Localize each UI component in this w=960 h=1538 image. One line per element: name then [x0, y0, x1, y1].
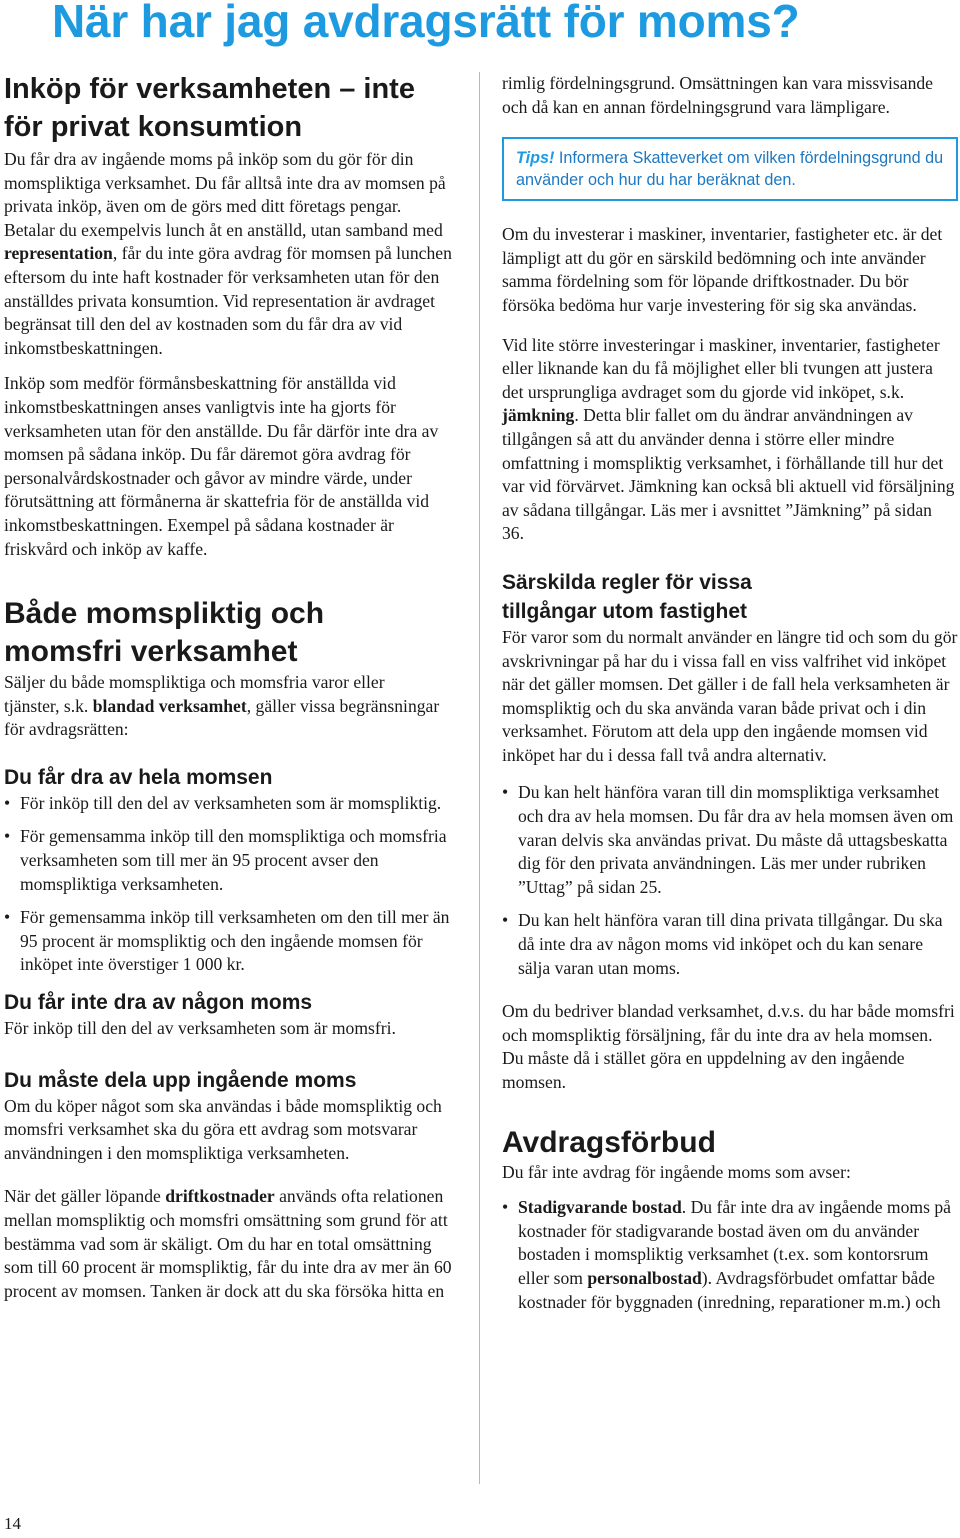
paragraph-investera: Om du investerar i maskiner, inventarier, fastigheter etc. är det lämpligt att du gör en särskild bedömning och inte använder samma fördelning som för löpande driftkostnader. Du bör försöka bedöma hur varje investering för sig ska användas.	[502, 224, 943, 315]
tips-box	[502, 137, 958, 201]
list-item: • För gemensamma inköp till den momspliktiga och momsfria verksamheten som till mer än 95 procent avser den momspliktiga verksamheten.	[4, 825, 456, 896]
paragraph-dela-upp: Om du köper något som ska användas i både momspliktig och momsfri verksamhet ska du göra ett avdrag som motsvarar användningen i den momspliktiga verksamheten.	[4, 1095, 442, 1163]
paragraph-inkop: Du får dra av ingående moms på inköp som du gör för din momspliktiga verksamhet. Du får alltså inte dra av momsen på privata inköp, även om de görs med ditt företags pengar. Betalar du exempelvis lunch åt en anställd, utan samband med representation, får du inte göra avdrag för momsen på lunchen eftersom du inte haft kostnader för verksamheten utan för den anställdes privata konsumtion. Vid representation är avdraget begränsat till den del av kostnaden som du får dra av vid inkomstbeskattningen.	[4, 149, 452, 358]
term-blandad-verksamhet: blandad verksamhet	[92, 695, 247, 716]
page-number: 14	[4, 1514, 21, 1533]
paragraph-ingen-moms: För inköp till den del av verksamheten som är momsfri.	[4, 1018, 396, 1039]
list-item: • För gemensamma inköp till verksamheten om den till mer än 95 procent är momspliktig och den ingående momsen för inköpet inte överstiger 1 000 kr.	[4, 906, 456, 977]
column-divider	[479, 72, 480, 1484]
paragraph-fordelningsgrund: rimlig fördelningsgrund. Omsättningen kan vara missvisande och då kan en annan fördelningsgrund vara lämpligare.	[502, 73, 933, 117]
paragraph-jamkning: Vid lite större investeringar i maskiner, inventarier, fastigheter eller liknande kan du få möjlighet eller bli tvungen att justera det ursprungliga avdraget som du gjorde vid inköpet, s.k. jämkning. Detta blir fallet om du ändrar användningen av tillgången så att du använder denna i större eller mindre omfattning i momspliktig verksamhet, i förhållande till hur det var vid förvärvet. Jämkning kan också bli aktuell vid försäljning av sådana tillgångar. Läs mer i avsnittet ”Jämkning” på sidan 36.	[502, 334, 955, 544]
tips-label: Tips!	[516, 149, 555, 168]
list-item: • Du kan helt hänföra varan till dina privata tillgångar. Du ska då inte dra av någon moms vid inköpet och du kan senare sälja varan utan moms.	[502, 909, 958, 980]
paragraph-blandad: Säljer du både momspliktiga och momsfria varor eller tjänster, s.k. blandad verksamhet, gäller vissa begränsningar för avdragsrätten:	[4, 672, 440, 740]
term-jamkning: jämkning	[502, 405, 575, 426]
bullet-list-alternativ	[502, 781, 958, 980]
page-title: När har jag avdragsrätt för moms?	[52, 0, 800, 47]
heading-blandad-verksamhet: Både momspliktig och momsfri verksamhet	[4, 597, 325, 669]
heading-ingen-moms: Du får inte dra av någon moms	[4, 991, 313, 1015]
heading-inkop: Inköp för verksamheten – inte för privat konsumtion	[4, 73, 415, 143]
paragraph-driftkostnader: När det gäller löpande driftkostnader används ofta relationen mellan momspliktig och momsfri omsättning som grund för att bestämma vad som är skäligt. Om du har en total omsättning som till 60 procent är momspliktig, får du inte dra av mer än 60 procent av momsen. Tanken är dock att du ska försöka hitta en	[4, 1186, 452, 1301]
term-representation: representation	[4, 243, 113, 264]
heading-sarskilda-regler: Särskilda regler för vissa tillgångar utom fastighet	[502, 570, 752, 623]
right-column	[502, 72, 958, 1326]
list-item: • Du kan helt hänföra varan till din momspliktiga verksamhet och dra av hela momsen. Du får dra av hela momsen även om varan delvis ska användas privat. Du måste då uttagsbeskatta dig för den privata användningen. Läs mer under rubriken ”Uttag” på sidan 25.	[502, 781, 958, 899]
list-item: • För inköp till den del av verksamheten som är momspliktig.	[4, 792, 456, 816]
heading-dela-upp: Du måste dela upp ingående moms	[4, 1068, 357, 1092]
heading-avdragsforbud: Avdragsförbud	[502, 1125, 716, 1159]
paragraph-avskrivningar: För varor som du normalt använder en längre tid och som du gör avskrivningar på har du i vissa fall en viss valfrihet vid inköpet när det gäller momsen. Det gäller i de fall hela verksamheten är momspliktig och du ska använda varan både privat och i din verksamhet. Förutom att dela upp den ingående momsen vid inköpet har du i dessa fall två andra alternativ.	[502, 626, 958, 765]
paragraph-blandad-verksamhet: Om du bedriver blandad verksamhet, d.v.s. du har både momsfri och momspliktig försäljning, får du inte dra av hela momsen. Du måste då i stället göra en uppdelning av den ingående momsen.	[502, 1001, 955, 1092]
bullet-list-hela-momsen	[4, 792, 456, 977]
list-item: • Stadigvarande bostad. Du får inte dra av ingående moms på kostnader för stadigvarande bostad även om du använder bostaden i momspliktig verksamhet (t.ex. som kontorsrum eller som personalbostad). Avdragsförbudet omfattar både kostnader för byggnaden (inredning, reparationer m.m.) och	[502, 1196, 958, 1314]
bullet-list-avdragsforbud	[502, 1196, 958, 1314]
paragraph-formansbeskattning: Inköp som medför förmånsbeskattning för anställda vid inkomstbeskattningen anses vanligtvis inte ha gjorts för verksamheten utan för den anställde. Du får därför inte dra av momsen på sådana inköp. Du får däremot göra avdrag för personalvårdskostnader och gåvor av mindre värde, under förutsättning att förmånerna är skattefria för de anställda vid inkomstbeskattningen. Exempel på sådana kostnader är friskvård och inköp av kaffe.	[4, 373, 439, 559]
term-personalbostad: personalbostad	[587, 1267, 702, 1288]
heading-hela-momsen: Du får dra av hela momsen	[4, 765, 273, 789]
paragraph-avdragsforbud: Du får inte avdrag för ingående moms som avser:	[502, 1161, 851, 1182]
term-stadigvarande-bostad: Stadigvarande bostad	[518, 1197, 682, 1218]
left-column	[4, 70, 456, 1315]
tips-text: Informera Skatteverket om vilken fördelningsgrund du använder och hur du har beräknat den.	[516, 149, 944, 190]
term-driftkostnader: driftkostnader	[165, 1186, 275, 1207]
